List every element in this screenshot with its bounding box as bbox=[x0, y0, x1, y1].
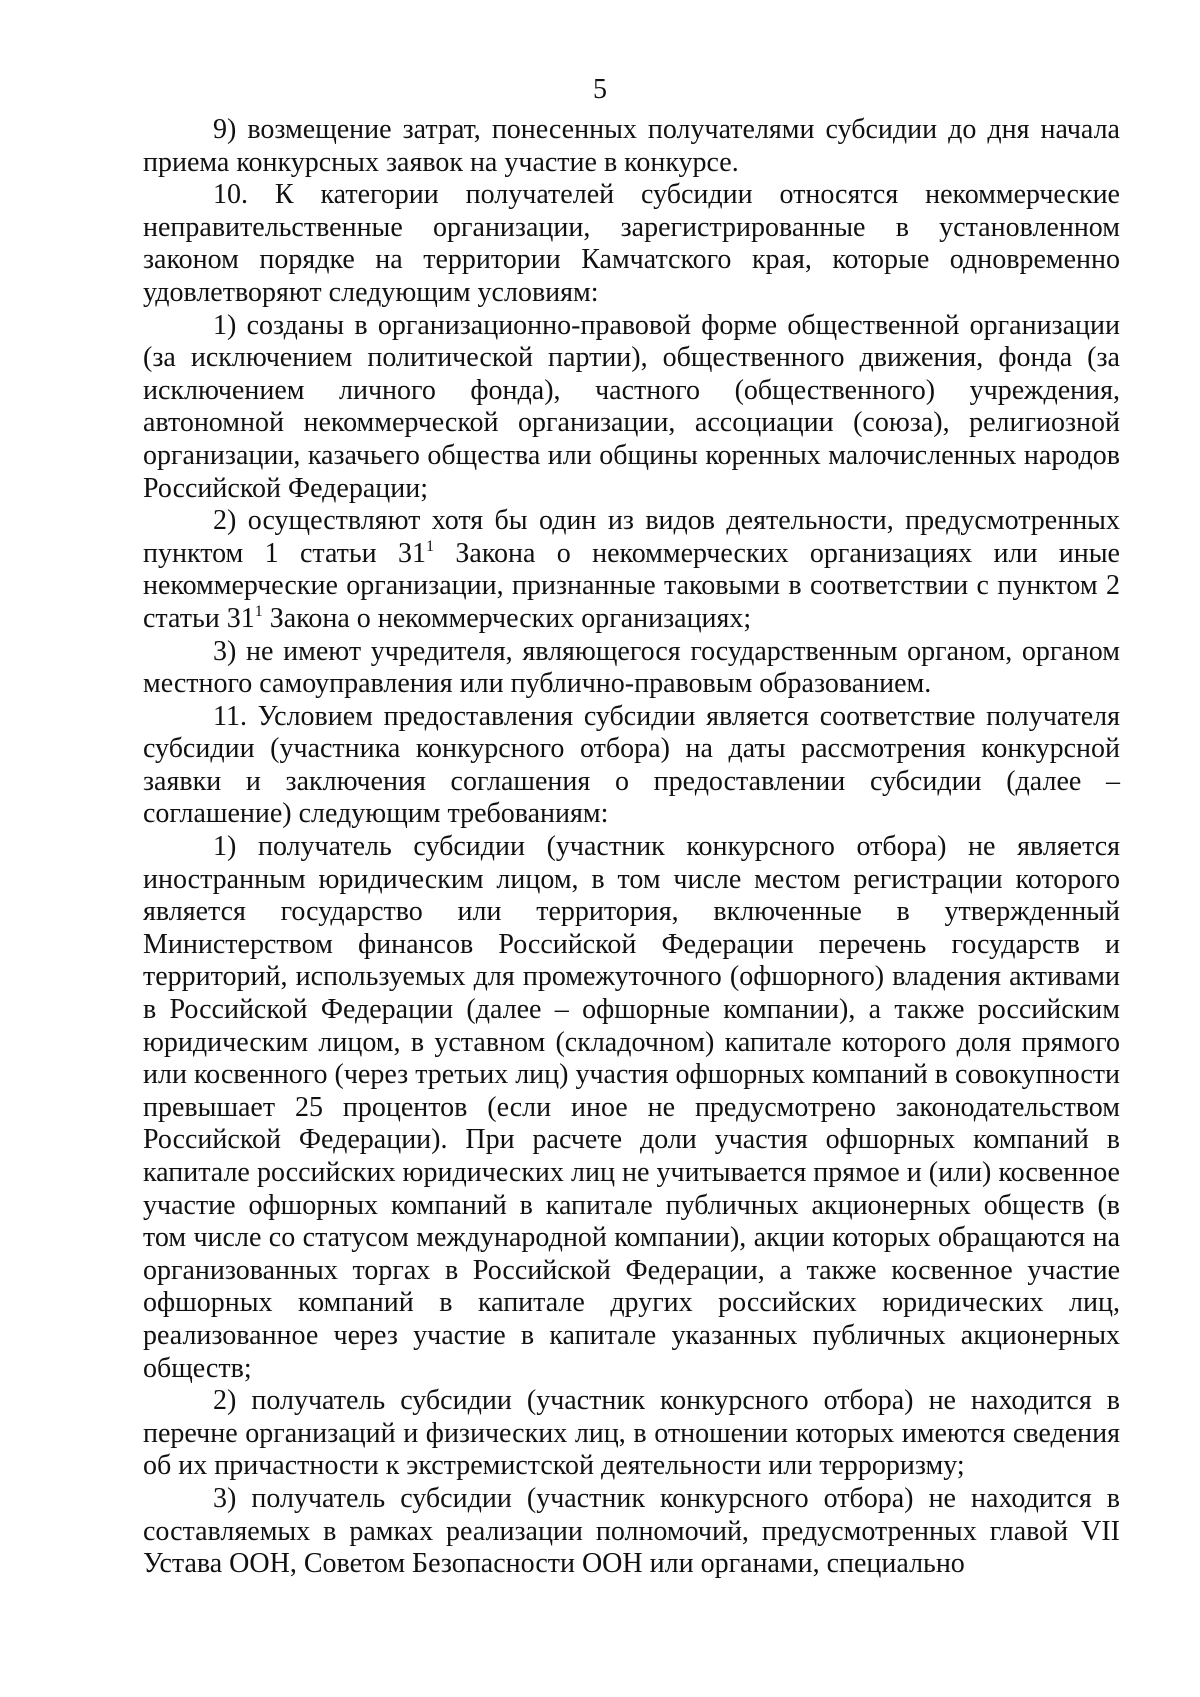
page-number: 5 bbox=[593, 74, 607, 105]
superscript-mark: 1 bbox=[426, 537, 435, 555]
document-body bbox=[143, 114, 1120, 1581]
paragraph-clause-11-item-2: 2) получатель субсидии (участник конкурсного отбора) не находится в перечне организаций и физических лиц, в отношении которых имеются сведения об их причастности к экстремистской деятельности или терроризму; bbox=[143, 1385, 1120, 1482]
paragraph-text-part: 2) осуществляют хотя бы один из видов деятельности, предусмотренных пунктом 1 статьи 31 bbox=[143, 505, 1120, 569]
paragraph-clause-10-item-1: 1) созданы в организационно-правовой форме общественной организации (за исключением политической партии), общественного движения, фонда (за исключением личного фонда), частного (общественного) учреждения, автономной некоммерческой организации, ассоциации (союза), религиозной организации, казачьего общества или общины коренных малочисленных народов Российской Федерации; bbox=[143, 309, 1120, 504]
superscript-mark: 1 bbox=[254, 602, 263, 620]
paragraph-clause-11-item-1: 1) получатель субсидии (участник конкурсного отбора) не является иностранным юридическим лицом, в том числе местом регистрации которого является государство или территория, включенные в утвержденный Министерством финансов Российской Федерации перечень государств и территорий, используемых для промежуточного (офшорного) владения активами в Российской Федерации (далее – офшорные компании), а также российским юридическим лицом, в уставном (складочном) капитале которого доля прямого или косвенного (через третьих лиц) участия офшорных компаний в совокупности превышает 25 процентов (если иное не предусмотрено законодательством Российской Федерации). При расчете доли участия офшорных компаний в капитале российских юридических лиц не учитывается прямое и (или) косвенное участие офшорных компаний в капитале публичных акционерных обществ (в том числе со статусом международной компании), акции которых обращаются на организованных торгах в Российской Федерации, а также косвенное участие офшорных компаний в капитале других российских юридических лиц, реализованное через участие в капитале указанных публичных акционерных обществ; bbox=[143, 831, 1120, 1384]
paragraph-text-part: Закона о некоммерческих организациях или иные некоммерческие организации, признанные таковыми в соответствии с пунктом 2 статьи 31 bbox=[143, 537, 1120, 634]
paragraph-text-part: Закона о некоммерческих организациях; bbox=[262, 602, 752, 634]
paragraph-clause-10: 10. К категории получателей субсидии относятся некоммерческие неправительственные организации, зарегистрированные в установленном законом порядке на территории Камчатского края, которые одновременно удовлетворяют следующим условиям: bbox=[143, 179, 1120, 308]
paragraph-clause-11: 11. Условием предоставления субсидии является соответствие получателя субсидии (участника конкурсного отбора) на даты рассмотрения конкурсной заявки и заключения соглашения о предоставлении субсидии (далее – соглашение) следующим требованиям: bbox=[143, 700, 1120, 830]
paragraph-clause-10-item-3: 3) не имеют учредителя, являющегося государственным органом, органом местного самоуправления или публично-правовым образованием. bbox=[143, 635, 1120, 700]
paragraph-clause-11-item-3: 3) получатель субсидии (участник конкурсного отбора) не находится в составляемых в рамках реализации полномочий, предусмотренных главой VII Устава ООН, Советом Безопасности ООН или органами, специально bbox=[143, 1482, 1120, 1580]
paragraph-clause-10-item-2 bbox=[143, 505, 1120, 635]
paragraph-item-9: 9) возмещение затрат, понесенных получателями субсидии до дня начала приема конкурсных заявок на участие в конкурсе. bbox=[143, 114, 1120, 178]
